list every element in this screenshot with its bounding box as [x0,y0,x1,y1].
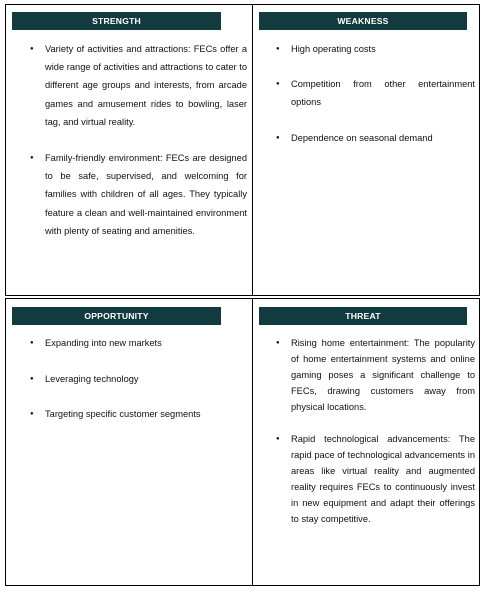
opportunity-item: ● Expanding into new markets [30,334,247,352]
strength-item: ● Variety of activities and attractions: FECs offer a wide range of activities and attractions to cater to different age groups and interests, from arcade games and amusement rides to bowling, laser tag, and virtual reality. [30,40,247,131]
strength-header: STRENGTH [12,12,221,30]
threat-item: ● Rising home entertainment: The popularity of home entertainment systems and online gaming poses a significant challenge to FECs, drawing customers away from physical locations. [276,335,475,415]
weakness-list [276,40,475,147]
opportunity-item: ● Targeting specific customer segments [30,405,247,423]
threat-list [276,335,475,527]
weakness-item: ● Dependence on seasonal demand [276,129,475,147]
weakness-item: ● High operating costs [276,40,475,58]
threat-item: ● Rapid technological advancements: The rapid pace of technological advancements in areas like virtual reality and augmented reality requires FECs to continuously invest in new equipment and adapt their offerings to stay competitive. [276,431,475,527]
opportunity-list [30,334,247,424]
opportunity-item: ● Leveraging technology [30,370,247,388]
strength-item: ● Family-friendly environment: FECs are designed to be safe, supervised, and welcoming for families with children of all ages. They typically feature a clean and well-maintained environment with plenty of seating and amenities. [30,149,247,240]
weakness-item: ● Competition from other entertainment options [276,75,475,111]
threat-header: THREAT [259,307,467,325]
weakness-header: WEAKNESS [259,12,467,30]
opportunity-header: OPPORTUNITY [12,307,221,325]
strength-list [30,40,247,240]
